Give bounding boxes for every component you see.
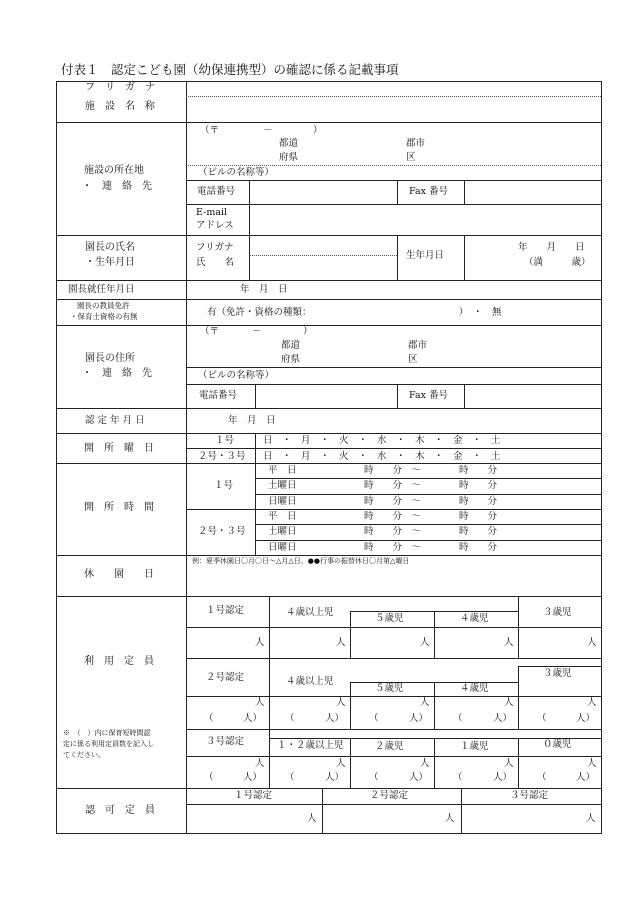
director-prefecture-line1: 都道 [281,340,301,351]
type3-short-close-4: 人） [493,772,513,783]
building-label: （ビルの名称等） [198,167,275,178]
type2-short-open-1: （ [204,713,214,724]
hours-g1-weekday: 平 日 [268,465,297,476]
license-label-line2: ・保育士資格の有無 [70,312,138,321]
director-address-label-line1: 園長の住所 [85,353,135,364]
type2-age4plus-unit: 人 [336,697,346,708]
email-label-line2: アドレス [196,220,234,231]
holidays-field[interactable] [188,568,600,594]
open-hours-label: 開 所 時 間 [84,502,154,513]
form-title: 付表１ 認定こども園（幼保連携型）の確認に係る記載事項 [61,62,399,77]
postal-dash: － [263,125,273,136]
type2-short-open-2: （ [285,713,295,724]
city-line1: 郡市 [406,138,426,149]
email-label-line1: E-mail [196,207,228,218]
hours-g1-weekday-time: 時 分 ～ 時 分 [364,465,498,476]
authorized-type1-unit: 人 [307,813,317,824]
license-value: 有（免許・資格の種類： ） ・ 無 [207,307,502,318]
capacity-type1-label: １号認定 [206,605,245,616]
director-postal-close: ） [303,326,313,337]
postal-open: （〒 [200,125,220,136]
type3-short-open-5: （ [537,772,547,783]
type3-short-open-2: （ [285,772,295,783]
type3-short-close-2: 人） [325,772,345,783]
hours-g2-sunday-time: 時 分 ～ 時 分 [364,542,498,553]
type2-age3: ３歳児 [543,668,572,679]
type2-age5: ５歳児 [375,683,404,694]
authorized-type2: ２号認定 [370,790,409,801]
authorized-label: 認 可 定 員 [85,805,155,816]
director-prefecture-line2: 府県 [281,354,301,365]
holidays-label: 休 園 日 [84,569,154,580]
capacity-note-line1: ※ （ ）内に保育短時間認 [63,729,151,737]
type3-short-open-4: （ [453,772,463,783]
type3-age0-unit: 人 [587,758,597,769]
director-phone-label: 電話番号 [199,390,238,401]
open-days-label: 開 所 曜 日 [84,443,154,454]
birth-label: 生年月日 [406,250,445,261]
open-days-type1-label: １号 [215,435,235,446]
director-furigana-label: フリガナ [196,242,234,253]
hours-g1-sunday: 日曜日 [268,496,297,507]
type2-short-close-1: 人） [243,713,263,724]
type1-age5: ５歳児 [375,613,404,624]
type3-age12plus-unit: 人 [336,758,346,769]
type2-age4plus: ４歳以上児 [286,676,334,687]
type1-age4: ４歳児 [460,613,489,624]
director-postal-dash: － [252,326,262,337]
type2-short-close-5: 人） [576,713,596,724]
type3-age12plus: １・２歳以上児 [277,740,344,751]
type2-short-open-4: （ [453,713,463,724]
hours-g2-saturday-time: 時 分 ～ 時 分 [364,526,498,537]
capacity-note-line2: 定に係る利用定員数を記入し [63,740,154,748]
director-phone-field[interactable] [257,386,395,406]
type2-age3-unit: 人 [587,697,597,708]
prefecture-line1: 都道 [279,138,299,149]
director-start-label: 園長就任年月日 [68,284,135,295]
authorized-type2-unit: 人 [445,813,455,824]
director-start-value: 年 月 日 [240,284,288,295]
type2-short-close-2: 人） [325,713,345,724]
facility-name-field[interactable] [188,98,600,121]
type3-short-close-3: 人） [409,772,429,783]
type3-total-unit: 人 [255,758,265,769]
type1-total-unit: 人 [255,637,265,648]
hours-g2-weekday-time: 時 分 ～ 時 分 [364,511,498,522]
type1-age4plus-unit: 人 [336,637,346,648]
director-city-line2: 区 [408,354,418,365]
open-days-type23-days: 日 ・ 月 ・ 火 ・ 水 ・ 木 ・ 金 ・ 土 [263,451,501,462]
fax-label: Fax 番号 [409,186,448,197]
furigana-label: フ リ ガ ナ [85,82,155,93]
email-field[interactable] [251,206,599,233]
phone-label: 電話番号 [197,186,236,197]
approval-date-value: 年 月 日 [228,415,276,426]
address-label-line1: 施設の所在地 [84,165,144,176]
type3-short-close-1: 人） [243,772,263,783]
age-text: （満 歳） [524,257,591,268]
table-border-bottom [56,833,602,834]
type1-age3-unit: 人 [587,637,597,648]
capacity-label: 利 用 定 員 [84,656,154,667]
director-building-label: （ビルの名称等） [198,370,275,381]
director-address-label-line2: ・ 連 絡 先 [82,368,152,379]
director-name-label: 氏 名 [196,257,235,268]
capacity-type3-label: ３号認定 [206,736,245,747]
type3-age1: １歳児 [460,741,489,752]
type1-age5-unit: 人 [420,637,430,648]
director-city-line1: 郡市 [408,340,428,351]
hours-g2-weekday: 平 日 [268,511,297,522]
type2-short-open-5: （ [537,713,547,724]
type3-short-open-1: （ [204,772,214,783]
director-label-line1: 園長の氏名 [85,242,135,253]
authorized-type1: １号認定 [234,790,273,801]
type2-age4: ４歳児 [460,683,489,694]
type3-age2: ２歳児 [375,741,404,752]
fax-field[interactable] [466,182,599,202]
phone-field[interactable] [251,182,395,202]
open-days-type1-days: 日 ・ 月 ・ 火 ・ 水 ・ 木 ・ 金 ・ 土 [263,435,501,446]
facility-name-label: 施 設 名 称 [85,101,155,112]
type3-short-close-5: 人） [576,772,596,783]
birth-date-text: 年 月 日 [518,242,585,253]
postal-close: ） [313,125,323,136]
director-postal-open: （〒 [200,326,220,337]
table-border-right [601,81,602,833]
type2-age5-unit: 人 [420,697,430,708]
approval-date-label: 認 定 年 月 日 [85,415,145,426]
director-label-line2: ・生年月日 [85,257,135,268]
type2-total-unit: 人 [255,697,265,708]
type2-short-open-3: （ [369,713,379,724]
open-hours-group1: １号 [214,480,234,491]
type1-age3: ３歳児 [543,607,572,618]
hours-g1-saturday-time: 時 分 ～ 時 分 [364,480,498,491]
hours-g1-sunday-time: 時 分 ～ 時 分 [364,496,498,507]
table-border-left [56,81,57,833]
type2-age4-unit: 人 [504,697,514,708]
type2-short-close-4: 人） [493,713,513,724]
type3-age1-unit: 人 [504,758,514,769]
capacity-note-line3: てください。 [63,751,105,759]
director-fax-field[interactable] [466,386,599,406]
hours-g1-saturday: 土曜日 [268,480,297,491]
type3-short-open-3: （ [369,772,379,783]
type2-short-close-3: 人） [409,713,429,724]
type3-age2-unit: 人 [420,758,430,769]
authorized-type3: ３号認定 [510,790,549,801]
open-days-type23-label: ２号・３号 [198,451,246,462]
prefecture-line2: 府県 [279,152,299,163]
authorized-type3-unit: 人 [586,813,596,824]
label-column-divider [186,81,187,833]
director-fax-label: Fax 番号 [409,390,448,401]
type3-age0: ０歳児 [543,739,572,750]
address-label-line2: ・ 連 絡 先 [82,181,152,192]
holidays-example: 例：夏季休園日〇月〇日～△月△日、●●行事の振替休日〇月第△曜日 [192,557,410,565]
type1-age4plus: ４歳以上児 [286,607,334,618]
type1-age4-unit: 人 [504,637,514,648]
license-label-line1: 園長の教員免許 [77,301,130,310]
capacity-type2-label: ２号認定 [206,672,245,683]
hours-g2-sunday: 日曜日 [268,542,297,553]
open-hours-group2: ２号・３号 [198,526,246,537]
hours-g2-saturday: 土曜日 [268,526,297,537]
city-line2: 区 [406,152,416,163]
